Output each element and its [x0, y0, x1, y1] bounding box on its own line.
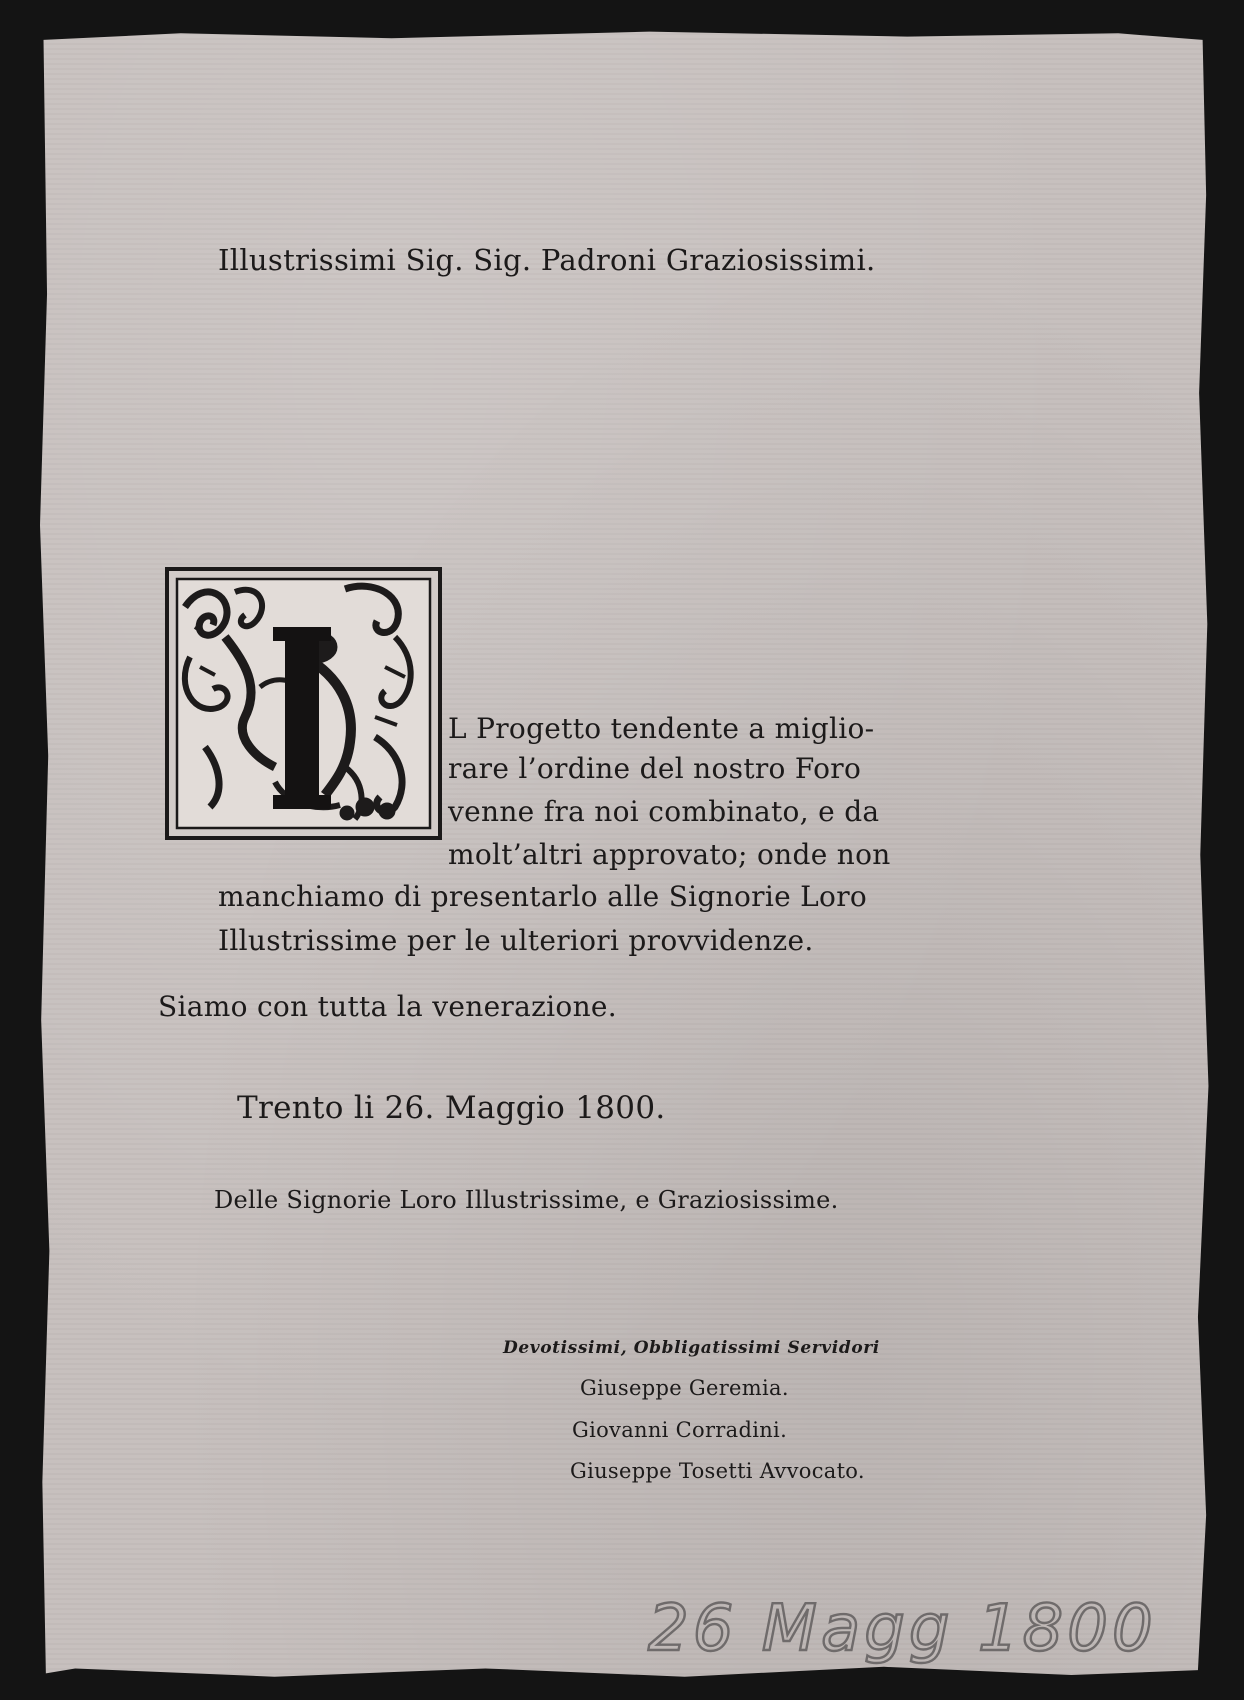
body-line: rare l’ordine del nostro Foro [448, 752, 862, 785]
valediction: Delle Signorie Loro Illustrissime, e Graziosissime. [214, 1186, 839, 1214]
salutation: Illustrissimi Sig. Sig. Padroni Graziosissimi. [218, 243, 876, 277]
signatory: Giuseppe Tosetti Avvocato. [570, 1459, 865, 1483]
signatory: Giuseppe Geremia. [580, 1376, 789, 1400]
handwritten-pencil-note [640, 1580, 1157, 1670]
body-line: venne fra noi combinato, e da [448, 795, 880, 828]
dateline: Trento li 26. Maggio 1800. [237, 1090, 666, 1126]
closing-line: Siamo con tutta la venerazione. [158, 990, 617, 1023]
decorated-initial-icon [165, 567, 442, 840]
servants-label: Devotissimi, Obbligatissimi Servidori [503, 1338, 880, 1358]
handwritten-note-text: 26 Magg 1800 [648, 1592, 1157, 1666]
body-line: Illustrissime per le ulteriori provvidenze. [218, 924, 814, 957]
body-line: L Progetto tendente a miglio- [448, 712, 875, 745]
signatory: Giovanni Corradini. [572, 1418, 788, 1442]
decorated-initial-woodcut [165, 567, 442, 840]
body-line: manchiamo di presentarlo alle Signorie Loro [218, 880, 868, 913]
body-line: molt’altri approvato; onde non [448, 838, 891, 871]
